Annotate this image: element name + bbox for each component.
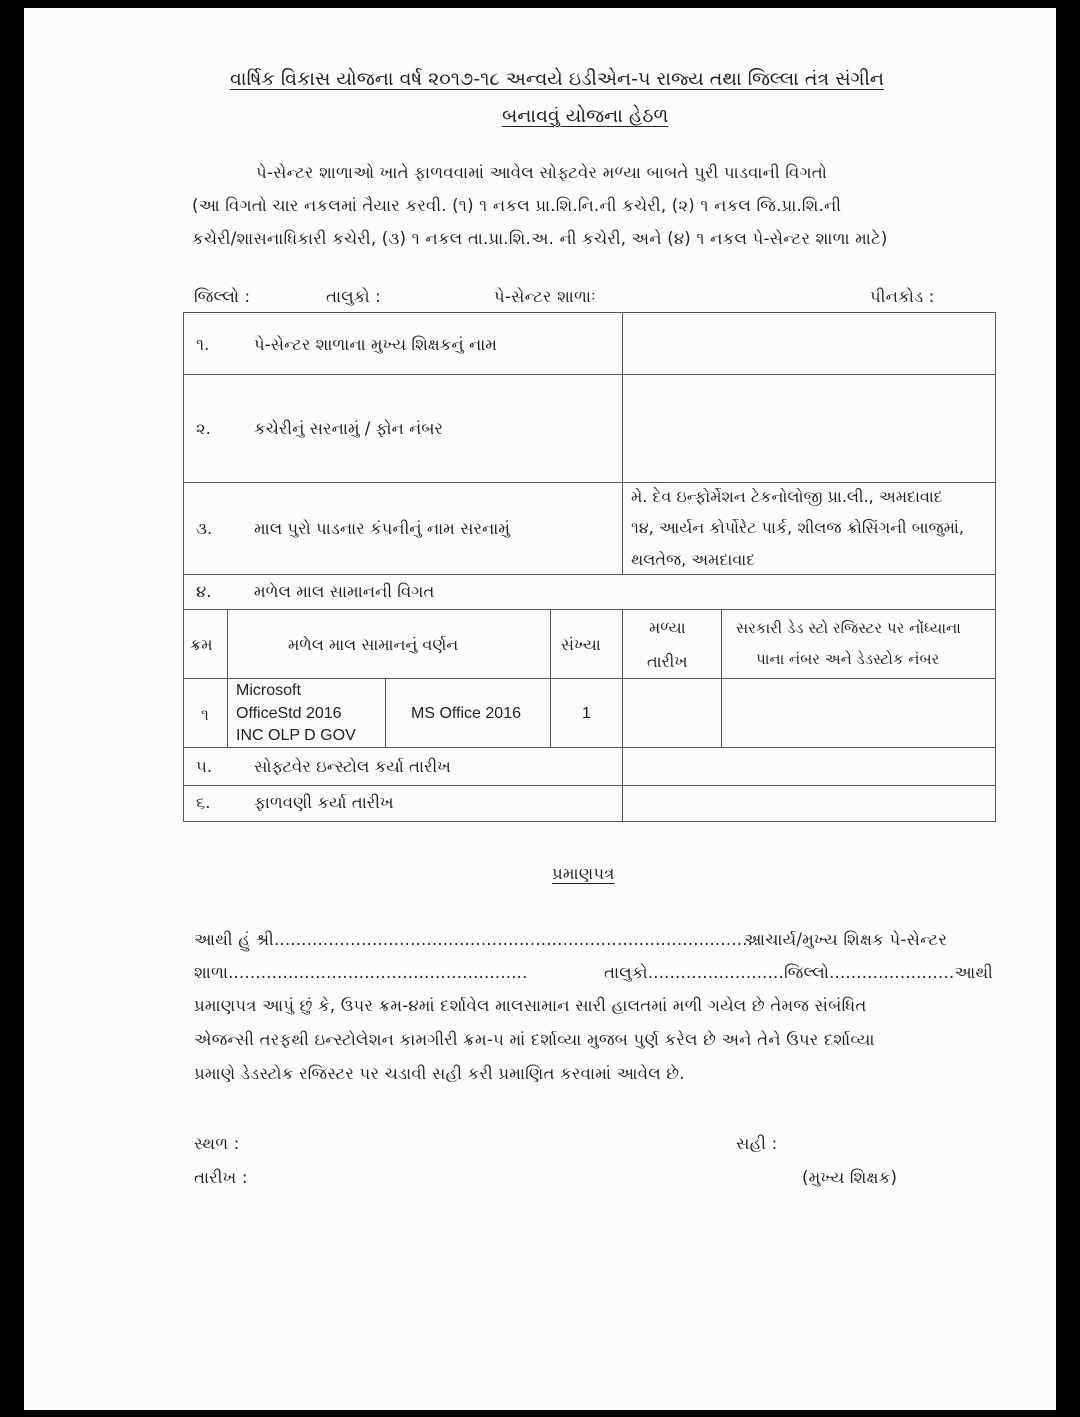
item-name-line2: OfficeStd 2016 <box>236 705 342 722</box>
certificate-line5: પ્રમાણે ડેડસ્ટોક રજિસ્ટર પર ચડાવી સહી કરી પ્રમાણિત કરવામાં આવેલ છે. <box>194 1064 685 1083</box>
table-line <box>183 574 996 575</box>
taluka-label: તાલુકો : <box>326 287 382 306</box>
row6-number: ૬. <box>196 793 211 812</box>
certificate-line4: એજન્સી તરફથી ઇન્સ્ટોલેશન કામગીરી ક્રમ-૫ માં દર્શાવ્યા મુજબ પુર્ણ કરેલ છે અને તેને ઉપર દર્શાવ્યા <box>194 1030 875 1049</box>
row3-number: ૩. <box>196 519 213 538</box>
row6-label: ફાળવણી કર્યા તારીખ <box>254 793 394 812</box>
pay-center-label: પે-સેન્ટર શાળાઃ <box>494 287 596 306</box>
table-line <box>550 609 551 747</box>
row3-label: માલ પુરો પાડનાર કંપનીનું નામ સરનામું <box>254 519 510 538</box>
table-line <box>622 312 623 574</box>
supplier-line2: ૧૪, આર્યન કોર્પોરેટ પાર્ક, શીલજ ક્રોસિંગની બાજુમાં, <box>631 518 964 537</box>
table-line <box>183 747 996 748</box>
item-name-line3: INC OLP D GOV <box>236 727 356 744</box>
table-line <box>622 609 623 747</box>
table-line <box>183 312 996 313</box>
document-page <box>24 8 1056 1410</box>
row4-number: ૪. <box>196 582 212 601</box>
designation-label: (મુખ્ય શિક્ષક) <box>802 1168 898 1187</box>
document-title-line1: વાર્ષિક વિકાસ યોજના વર્ષ ૨૦૧૭-૧૮ અન્વયે ઇડીએન-૫ રાજ્ય તથા જિલ્લા તંત્ર સંગીન <box>230 68 885 90</box>
row4-label: મળેલ માલ સામાનની વિગત <box>254 582 435 601</box>
pincode-label: પીનકોડ : <box>870 287 935 306</box>
table-line <box>183 312 184 822</box>
certificate-line2a: શાળા....................................................... <box>194 963 528 982</box>
certificate-line1b: આચાર્ય/મુખ્ય શિક્ષક પે-સેન્ટર <box>744 930 948 949</box>
certificate-line1a: આથી હું શ્રી......................................................................................... <box>194 930 759 949</box>
table-line <box>183 821 996 822</box>
table-line <box>995 312 996 822</box>
row5-label: સોફ્ટવેર ઇન્સ્ટોલ કર્યા તારીખ <box>254 757 451 776</box>
table-line <box>183 678 996 679</box>
received-date-header: મળ્યા <box>649 618 686 637</box>
document-title-line2: બનાવવું યોજના હેઠળ <box>502 105 669 127</box>
table-line <box>183 374 996 375</box>
supplier-line1: મે. દેવ ઇન્ફોર્મેશન ટેકનોલોજી પ્રા.લી., અમદાવાદ <box>631 487 943 506</box>
table-line <box>385 678 386 747</box>
row1-number: ૧. <box>196 335 210 354</box>
row2-label: કચેરીનું સરનામું / ફોન નંબર <box>254 419 444 438</box>
table-line <box>183 609 996 610</box>
table-line <box>183 785 996 786</box>
certificate-line2b: તાલુકો.........................જિલ્લો.......................આથી <box>604 963 994 982</box>
table-line <box>227 609 228 747</box>
item-quantity: 1 <box>582 705 591 722</box>
item-name-line1: Microsoft <box>236 682 301 699</box>
item-serial: ૧ <box>201 705 209 724</box>
signature-label: સહી : <box>736 1134 778 1153</box>
intro-line2: (આ વિગતો ચાર નકલમાં તૈયાર કરવી. (૧) ૧ નકલ પ્રા.શિ.નિ.ની કચેરી, (૨) ૧ નકલ જિ.પ્રા.શિ.ની <box>192 196 842 215</box>
intro-line3: કચેરી/શાસનાધિકારી કચેરી, (૩) ૧ નકલ તા.પ્રા.શિ.અ. ની કચેરી, અને (૪) ૧ નકલ પે-સેન્ટર શાળા માટે) <box>192 229 888 248</box>
certificate-heading: પ્રમાણપત્ર <box>552 864 615 883</box>
description-header: મળેલ માલ સામાનનું વર્ણન <box>288 635 459 654</box>
table-line <box>622 747 623 821</box>
district-label: જિલ્લો : <box>194 287 251 306</box>
register-header: સરકારી ડેડ સ્ટો રજિસ્ટર પર નોંધ્યાના <box>736 619 961 637</box>
quantity-header: સંખ્યા <box>561 635 601 654</box>
register-header-2: પાના નંબર અને ડેડસ્ટોક નંબર <box>756 650 940 668</box>
received-date-header-2: તારીખ <box>647 652 688 671</box>
item-description: MS Office 2016 <box>411 705 521 722</box>
row2-number: ૨. <box>196 419 211 438</box>
row5-number: ૫. <box>196 757 213 776</box>
row1-label: પે-સેન્ટર શાળાના મુખ્ય શિક્ષકનું નામ <box>254 335 497 354</box>
certificate-line3: પ્રમાણપત્ર આપું છું કે, ઉપર ક્રમ-૪માં દર્શાવેલ માલસામાન સારી હાલતમાં મળી ગયેલ છે તેમજ સંબંધિત <box>194 996 867 1015</box>
table-line <box>183 482 996 483</box>
table-line <box>721 609 722 747</box>
serial-header: ક્રમ <box>190 635 213 654</box>
date-label: તારીખ : <box>194 1168 248 1187</box>
supplier-line3: થલતેજ, અમદાવાદ <box>631 550 756 569</box>
intro-line1: પે-સેન્ટર શાળાઓ ખાતે ફાળવવામાં આવેલ સોફ્ટવેર મળ્યા બાબતે પુરી પાડવાની વિગતો <box>256 163 828 182</box>
place-label: સ્થળ : <box>194 1134 240 1153</box>
